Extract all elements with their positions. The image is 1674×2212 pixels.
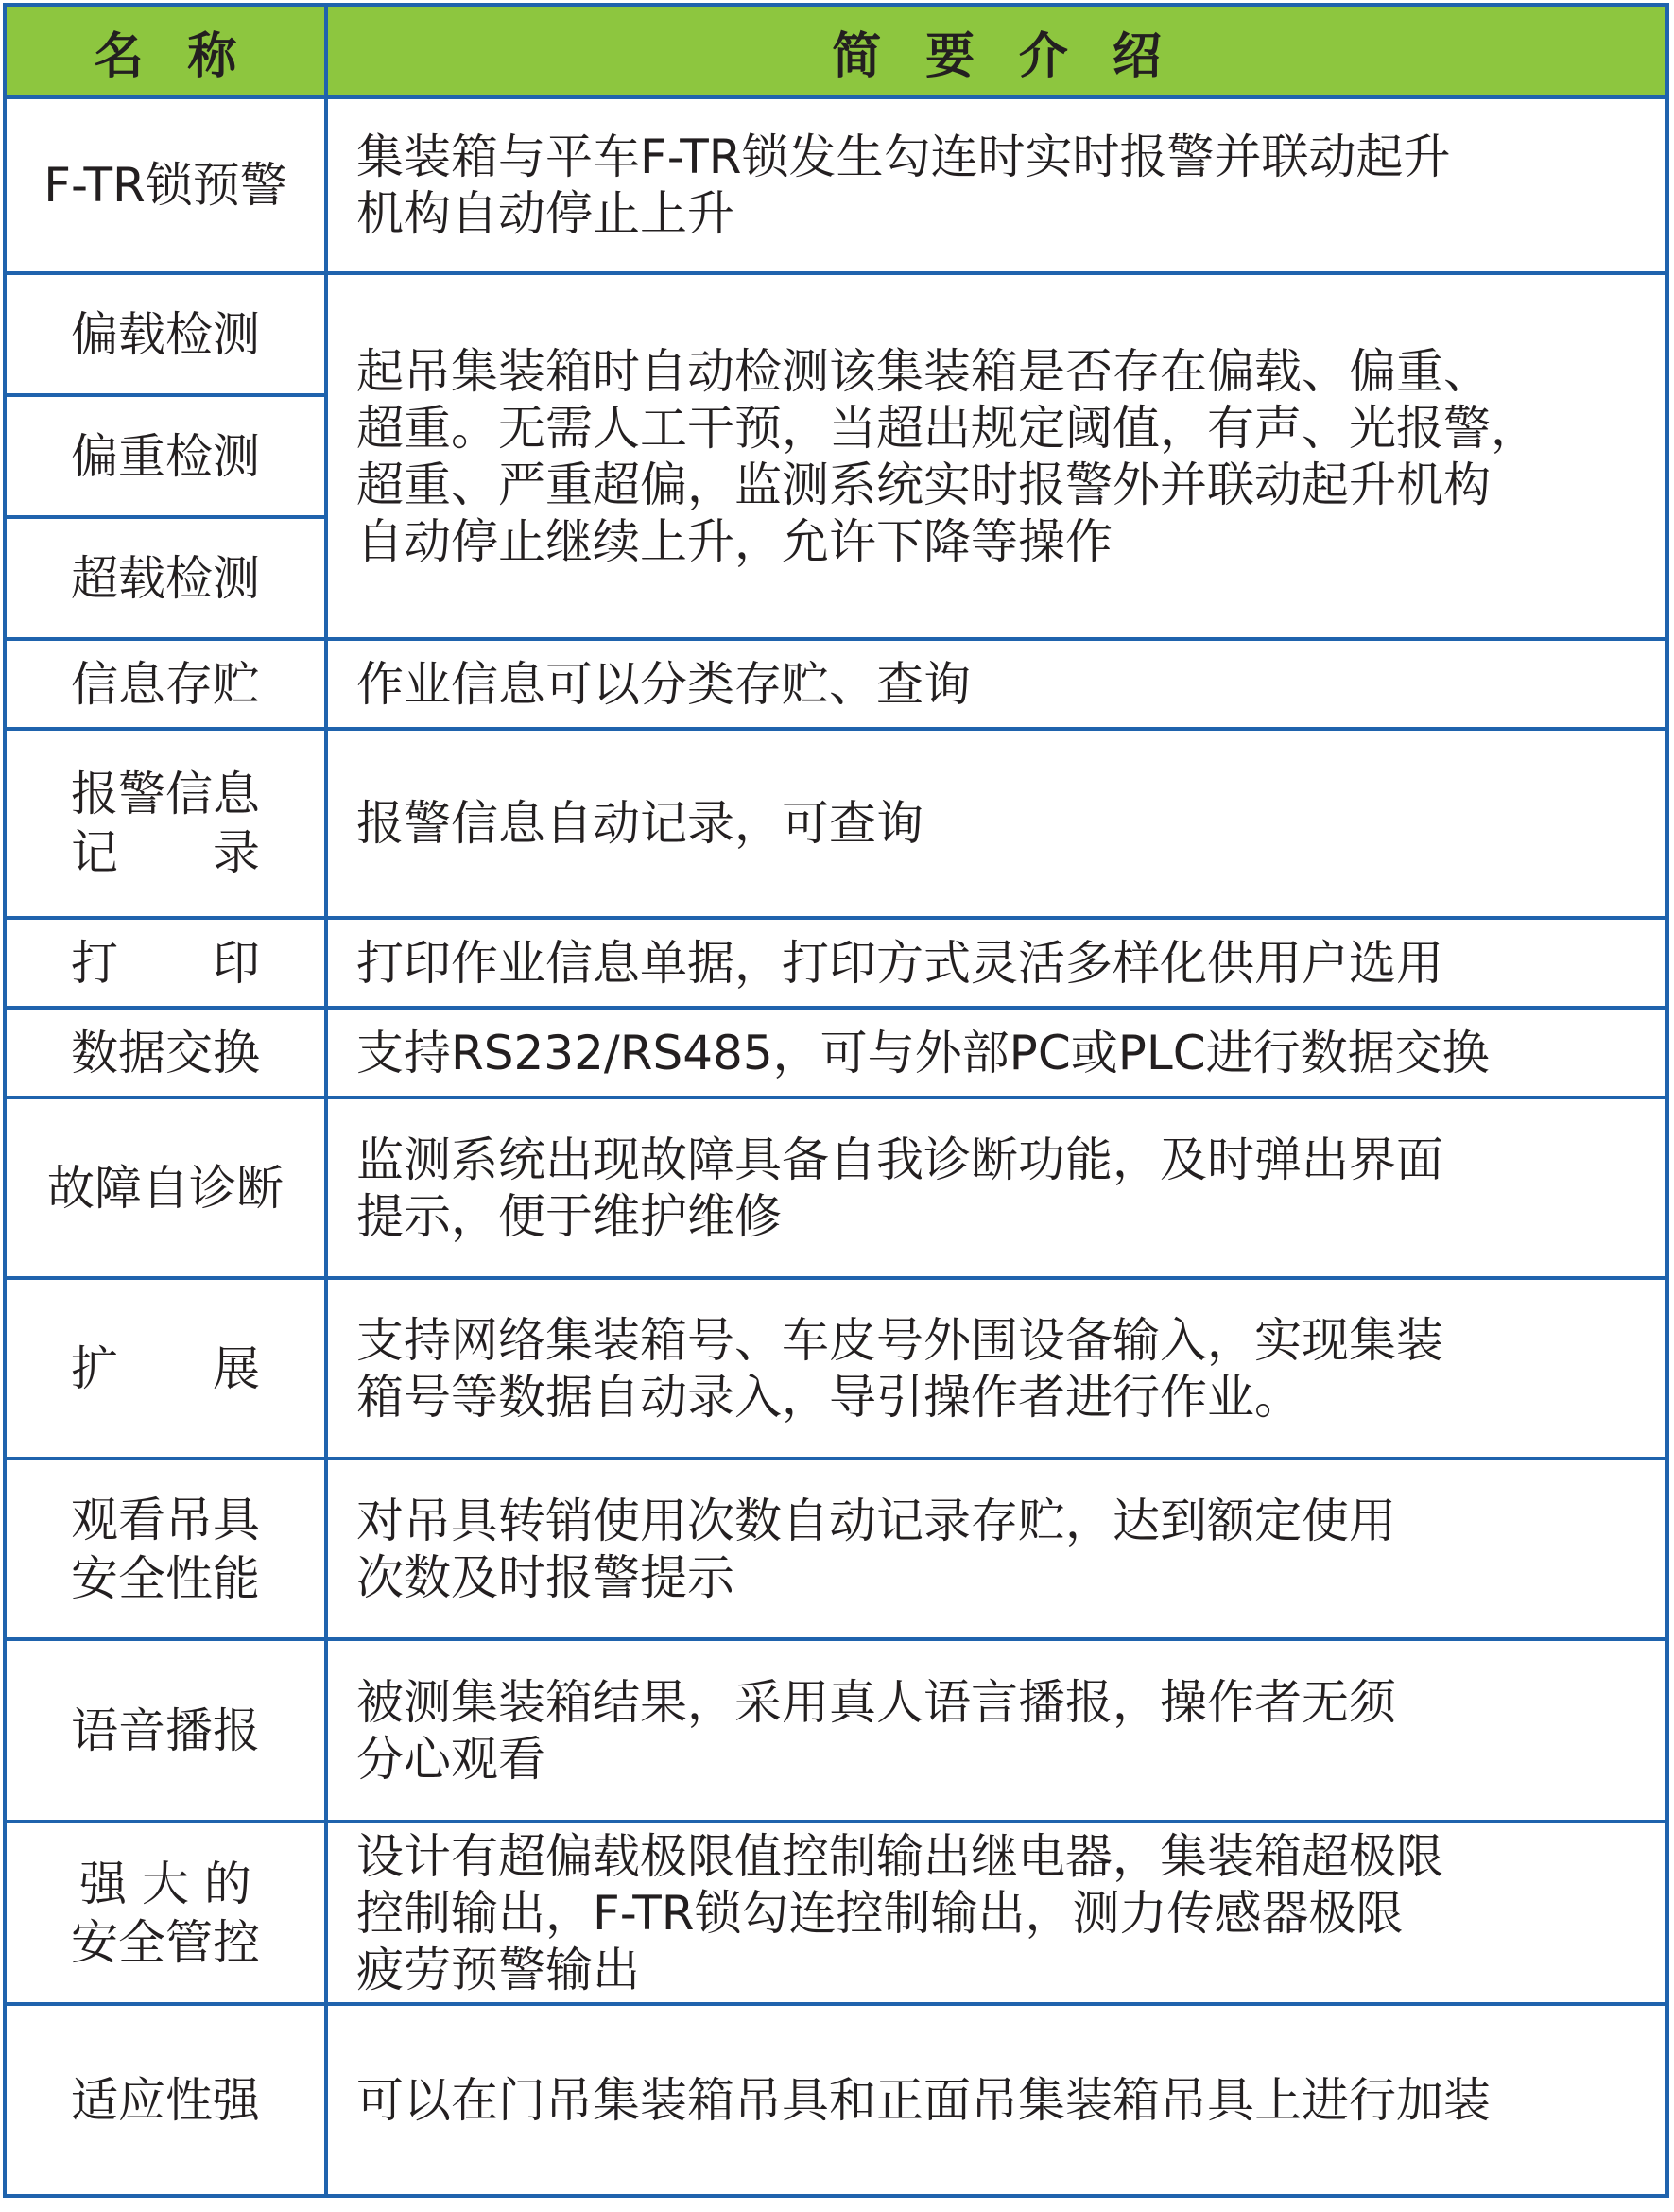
row-desc: 可以在门吊集装箱吊具和正面吊集装箱吊具上进行加装 bbox=[326, 2004, 1667, 2196]
load-check-desc: 起吊集装箱时自动检测该集装箱是否存在偏载、偏重、 超重。无需人工干预，当超出规定阈值，有声、光报警， 超重、严重超偏，监测系统实时报警外并联动起升机构 自动停止继续上升，允许下降等操作 bbox=[326, 273, 1667, 639]
table-row bbox=[5, 729, 1667, 918]
row-desc: 集装箱与平车F-TR锁发生勾连时实时报警并联动起升 机构自动停止上升 bbox=[326, 97, 1667, 273]
table-row bbox=[5, 2004, 1667, 2196]
row-name: 故障自诊断 bbox=[5, 1097, 326, 1278]
table-row bbox=[5, 1822, 1667, 2004]
table-row bbox=[5, 639, 1667, 729]
row-name: F-TR锁预警 bbox=[5, 97, 326, 273]
table-row bbox=[5, 97, 1667, 273]
row-desc: 对吊具转销使用次数自动记录存贮，达到额定使用 次数及时报警提示 bbox=[326, 1459, 1667, 1639]
row-desc: 报警信息自动记录，可查询 bbox=[326, 729, 1667, 918]
row-desc: 监测系统出现故障具备自我诊断功能，及时弹出界面 提示，便于维护维修 bbox=[326, 1097, 1667, 1278]
header-intro: 简要介绍 bbox=[326, 5, 1667, 97]
row-desc: 支持网络集装箱号、车皮号外围设备输入，实现集装 箱号等数据自动录入，导引操作者进行作业。 bbox=[326, 1278, 1667, 1459]
row-name: 语音播报 bbox=[5, 1639, 326, 1822]
table-row bbox=[5, 1008, 1667, 1097]
table-row bbox=[5, 1278, 1667, 1459]
table-row bbox=[5, 1097, 1667, 1278]
row-name: 超载检测 bbox=[5, 517, 326, 639]
row-desc: 支持RS232/RS485，可与外部PC或PLC进行数据交换 bbox=[326, 1008, 1667, 1097]
row-desc: 设计有超偏载极限值控制输出继电器，集装箱超极限 控制输出，F-TR锁勾连控制输出，测力传感器极限 疲劳预警输出 bbox=[326, 1822, 1667, 2004]
table-row bbox=[5, 918, 1667, 1008]
row-name: 观看吊具 安全性能 bbox=[5, 1459, 326, 1639]
row-desc: 被测集装箱结果，采用真人语言播报，操作者无须 分心观看 bbox=[326, 1639, 1667, 1822]
row-name: 信息存贮 bbox=[5, 639, 326, 729]
row-name: 扩 展 bbox=[5, 1278, 326, 1459]
row-name: 偏载检测 bbox=[5, 273, 326, 395]
table-row bbox=[5, 1639, 1667, 1822]
feature-table bbox=[3, 3, 1669, 2198]
table-row bbox=[5, 273, 1667, 395]
row-desc: 打印作业信息单据，打印方式灵活多样化供用户选用 bbox=[326, 918, 1667, 1008]
row-name: 打 印 bbox=[5, 918, 326, 1008]
table-row bbox=[5, 1459, 1667, 1639]
row-name: 适应性强 bbox=[5, 2004, 326, 2196]
header-name: 名称 bbox=[5, 5, 326, 97]
row-name: 偏重检测 bbox=[5, 395, 326, 517]
row-name: 报警信息 记 录 bbox=[5, 729, 326, 918]
row-name: 数据交换 bbox=[5, 1008, 326, 1097]
header-row bbox=[5, 5, 1667, 97]
row-desc: 作业信息可以分类存贮、查询 bbox=[326, 639, 1667, 729]
row-name: 强 大 的 安全管控 bbox=[5, 1822, 326, 2004]
